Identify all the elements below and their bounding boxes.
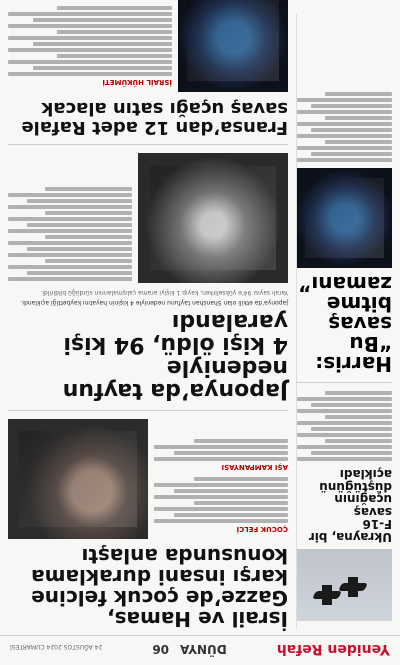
japan-caption: Yaralı sayısı 94’e yükselirken, kayıp 1 kişiyi arama çalışmalarının sürdüğü bildirildi. <box>40 288 288 296</box>
f16-photo <box>297 549 392 621</box>
ukraine-headline: Ukrayna, bir F-16 savaş uçağının düştüğünü açıkladı <box>308 467 392 544</box>
top-story-left: ÇOCUK FELCİ AŞI KAMPANYASI <box>154 419 288 539</box>
france-body: İSRAİL HÜKÜMETİ <box>8 0 172 92</box>
gaza-photo <box>8 419 148 539</box>
jet-icon <box>338 583 368 591</box>
page-header <box>0 635 400 665</box>
france-headline: Fransa’dan 12 adet Rafale savaş uçağı satın alacak <box>21 97 288 138</box>
left-sidebar <box>296 14 392 629</box>
page-number: 06 <box>152 642 170 656</box>
harris-photo <box>297 168 392 268</box>
issue-date: 24 AĞUSTOS 2024 CUMARTESİ <box>10 643 103 650</box>
harris-body <box>297 92 392 162</box>
japan-subhead: Japonya’da etkili olan Shanshan tayfunu nedeniyle 4 kişinin hayatını kaybettiği açıklandı. <box>20 298 288 306</box>
main-column <box>8 14 288 629</box>
section-label: DÜNYA <box>180 642 227 656</box>
jet-icon <box>312 591 342 599</box>
japan-headline: Japonya’da tayfun nedeniyle 4 kişi öldü, 94 kişi yaralandı <box>62 308 288 403</box>
ukraine-body <box>297 391 392 461</box>
brand-logo: Yeniden Refah <box>276 641 390 657</box>
japan-body <box>8 153 132 283</box>
typhoon-photo <box>138 153 288 283</box>
harris-quote: Harris: “Bu savaş bitme zamanı” <box>298 272 392 377</box>
rafale-photo <box>178 0 288 92</box>
top-headline: İsrail ve Hamas, Gazze’de çocuk felcine karşı insani duraklama konusunda anlaştı <box>31 544 288 631</box>
